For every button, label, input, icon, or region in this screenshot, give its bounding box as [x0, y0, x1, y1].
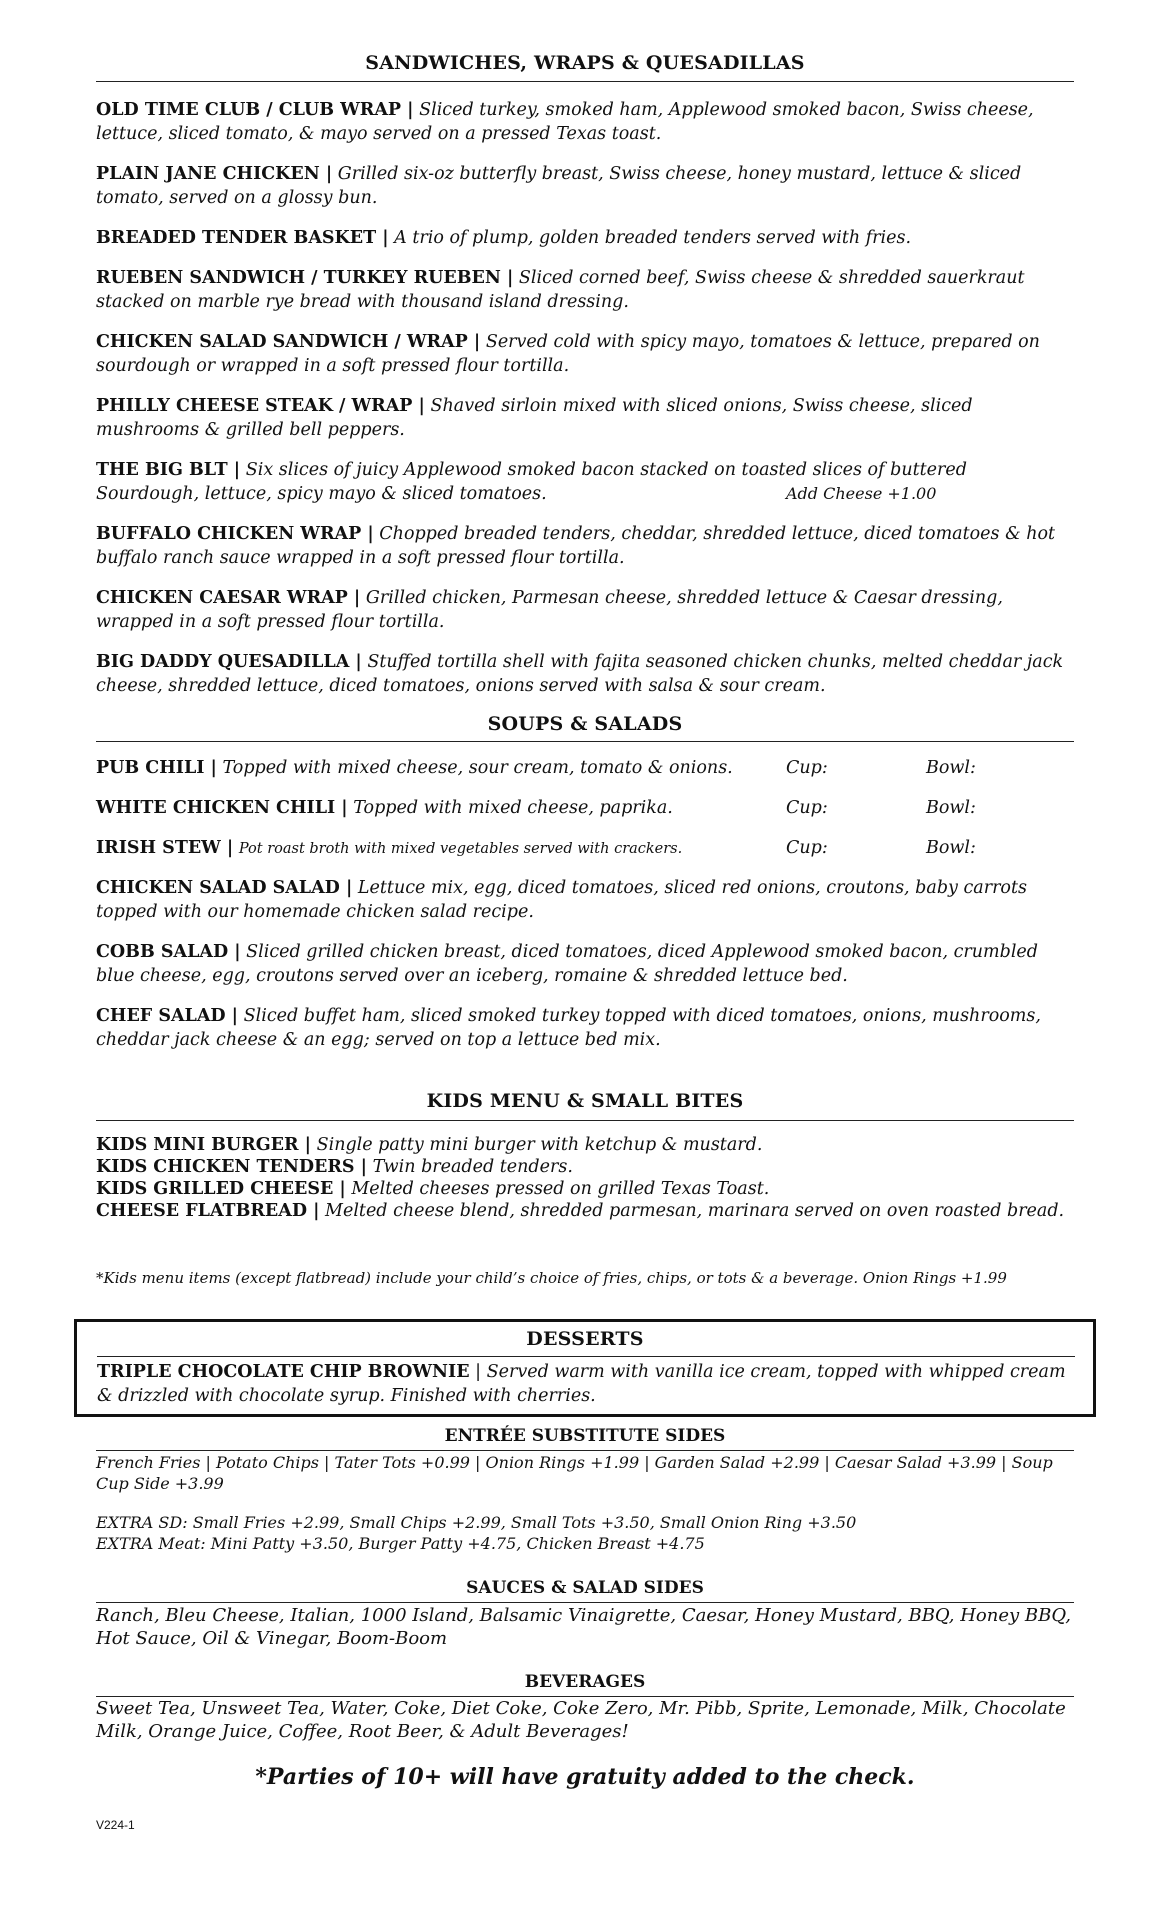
- extra-meat: EXTRA Meat: Mini Patty +3.50, Burger Patty +4.75, Chicken Breast +4.75: [96, 1534, 705, 1553]
- menu-item: [97, 1360, 1067, 1408]
- item-desc: Melted cheeses pressed on grilled Texas Toast.: [351, 1179, 770, 1199]
- add-cheese-note: Add Cheese +1.00: [786, 484, 937, 503]
- item-desc: Pot roast broth with mixed vegetables served with crackers.: [238, 841, 683, 857]
- cup-label: Cup:: [786, 798, 828, 818]
- item-desc: Topped with mixed cheese, paprika.: [353, 798, 673, 818]
- cup-label: Cup:: [786, 838, 828, 858]
- item-name: PUB CHILI |: [96, 758, 217, 778]
- item-desc: Grilled six-oz butterfly breast, Swiss cheese, honey mustard, lettuce & sliced tomato, served on a glossy bun.: [96, 164, 1022, 208]
- soups-title: SOUPS & SALADS: [487, 713, 683, 735]
- sides-title: ENTRÉE SUBSTITUTE SIDES: [444, 1426, 726, 1446]
- item-name: THE BIG BLT |: [96, 460, 241, 480]
- extra-sides: EXTRA SD: Small Fries +2.99, Small Chips +2.99, Small Tots +3.50, Small Onion Ring +3.50: [96, 1513, 857, 1532]
- sides-list: French Fries | Potato Chips | Tater Tots +0.99 | Onion Rings +1.99 | Garden Salad +2.99 | Caesar Salad +3.99 | Soup Cup Side +3.99: [96, 1453, 1053, 1493]
- item-name: CHICKEN SALAD SALAD |: [96, 878, 353, 898]
- item-separator: |: [475, 1362, 482, 1382]
- item-name: PLAIN JANE CHICKEN |: [96, 164, 333, 184]
- cup-label: Cup:: [786, 758, 828, 778]
- menu-item: [96, 394, 1074, 442]
- menu-item: [96, 1134, 1074, 1156]
- item-desc: Served cold with spicy mayo, tomatoes & lettuce, prepared on sourdough or wrapped in a soft pressed flour tortilla.: [96, 332, 1040, 376]
- menu-item: [96, 650, 1074, 698]
- item-desc: Twin breaded tenders.: [372, 1157, 573, 1177]
- item-desc: Served warm with vanilla ice cream, topped with whipped cream & drizzled with chocolate syrup. Finished with cherries.: [97, 1362, 1066, 1406]
- item-name: OLD TIME CLUB / CLUB WRAP |: [96, 100, 414, 120]
- kids-note: *Kids menu items (except flatbread) include your child’s choice of fries, chips, or tots & a beverage. Onion Rings +1.99: [96, 1269, 1007, 1287]
- bowl-label: Bowl:: [926, 798, 976, 818]
- item-desc: Six slices of juicy Applewood smoked bacon stacked on toasted slices of buttered Sourdough, lettuce, spicy mayo & sliced tomatoes.: [96, 460, 967, 504]
- item-desc: Sliced turkey, smoked ham, Applewood smoked bacon, Swiss cheese, lettuce, sliced tomato, & mayo served on a pressed Texas toast.: [96, 100, 1034, 144]
- menu-item: [96, 1156, 1074, 1178]
- item-desc: Sliced corned beef, Swiss cheese & shredded sauerkraut stacked on marble rye bread with thousand island dressing.: [96, 268, 1025, 312]
- soup-row: [96, 756, 1074, 780]
- sauces-divider: [96, 1602, 1074, 1603]
- menu-item: [96, 330, 1074, 378]
- bowl-label: Bowl:: [926, 758, 976, 778]
- item-name: CHICKEN SALAD SANDWICH / WRAP |: [96, 332, 481, 352]
- desserts-divider: [97, 1356, 1075, 1357]
- item-desc: A trio of plump, golden breaded tenders served with fries.: [394, 228, 912, 248]
- sauces-list: Ranch, Bleu Cheese, Italian, 1000 Island, Balsamic Vinaigrette, Caesar, Honey Mustard, BBQ, Honey BBQ, Hot Sauce, Oil & Vinegar, Boom-Boom: [96, 1605, 1071, 1649]
- kids-divider: [96, 1120, 1074, 1121]
- item-desc: Lettuce mix, egg, diced tomatoes, sliced red onions, croutons, baby carrots topped with our homemade chicken salad recipe.: [96, 878, 1027, 922]
- bowl-label: Bowl:: [926, 838, 976, 858]
- item-name: BIG DADDY QUESADILLA |: [96, 652, 362, 672]
- beverages-list: Sweet Tea, Unsweet Tea, Water, Coke, Diet Coke, Coke Zero, Mr. Pibb, Sprite, Lemonade, Milk, Chocolate Milk, Orange Juice, Coffee, Root Beer, & Adult Beverages!: [96, 1698, 1066, 1742]
- item-name: WHITE CHICKEN CHILI |: [96, 798, 348, 818]
- item-name: COBB SALAD |: [96, 942, 241, 962]
- soup-row: [96, 796, 1074, 820]
- sandwiches-title: SANDWICHES, WRAPS & QUESADILLAS: [365, 52, 805, 74]
- item-desc: Grilled chicken, Parmesan cheese, shredded lettuce & Caesar dressing, wrapped in a soft pressed flour tortilla.: [96, 588, 1003, 632]
- sides-divider: [96, 1450, 1074, 1451]
- sandwiches-divider: [96, 81, 1074, 82]
- version-code: V224-1: [96, 1818, 135, 1832]
- item-name: CHICKEN CAESAR WRAP |: [96, 588, 361, 608]
- menu-item: [96, 1178, 1074, 1200]
- menu-item: [96, 226, 1074, 250]
- menu-item: [96, 98, 1074, 146]
- item-name: KIDS GRILLED CHEESE |: [96, 1179, 346, 1199]
- item-desc: Topped with mixed cheese, sour cream, tomato & onions.: [222, 758, 733, 778]
- desserts-title: DESSERTS: [526, 1328, 644, 1350]
- gratuity-notice: *Parties of 10+ will have gratuity added to the check.: [255, 1764, 915, 1790]
- menu-item: [96, 940, 1074, 988]
- menu-item: [96, 522, 1074, 570]
- menu-item: [96, 1004, 1074, 1052]
- menu-item: [96, 586, 1074, 634]
- menu-item: [96, 1200, 1074, 1222]
- soups-divider: [96, 741, 1074, 742]
- item-desc: Stuffed tortilla shell with fajita seasoned chicken chunks, melted cheddar jack cheese, shredded lettuce, diced tomatoes, onions served with salsa & sour cream.: [96, 652, 1064, 696]
- menu-item: [96, 876, 1074, 924]
- soup-row: [96, 836, 1074, 861]
- beverages-title: BEVERAGES: [524, 1672, 646, 1692]
- item-name: CHEESE FLATBREAD |: [96, 1201, 320, 1221]
- item-desc: Shaved sirloin mixed with sliced onions, Swiss cheese, sliced mushrooms & grilled bell peppers.: [96, 396, 973, 440]
- item-desc: Sliced buffet ham, sliced smoked turkey topped with diced tomatoes, onions, mushrooms, cheddar jack cheese & an egg; served on top a lettuce bed mix.: [96, 1006, 1041, 1050]
- item-name: TRIPLE CHOCOLATE CHIP BROWNIE: [97, 1362, 470, 1382]
- sauces-title: SAUCES & SALAD SIDES: [466, 1578, 704, 1598]
- kids-list: [96, 1134, 1074, 1222]
- item-name: KIDS MINI BURGER |: [96, 1135, 312, 1155]
- kids-title: KIDS MENU & SMALL BITES: [426, 1090, 744, 1112]
- item-name: IRISH STEW |: [96, 838, 234, 858]
- desserts-box: [74, 1319, 1096, 1417]
- menu-item: [96, 162, 1074, 210]
- item-name: RUEBEN SANDWICH / TURKEY RUEBEN |: [96, 268, 514, 288]
- menu-item: [96, 266, 1074, 314]
- item-name: KIDS CHICKEN TENDERS |: [96, 1157, 368, 1177]
- item-desc: Chopped breaded tenders, cheddar, shredded lettuce, diced tomatoes & hot buffalo ranch sauce wrapped in a soft pressed flour tortilla.: [96, 524, 1056, 568]
- item-desc: Single patty mini burger with ketchup & mustard.: [316, 1135, 763, 1155]
- item-name: CHEF SALAD |: [96, 1006, 239, 1026]
- item-desc: Sliced grilled chicken breast, diced tomatoes, diced Applewood smoked bacon, crumbled blue cheese, egg, croutons served over an iceberg, romaine & shredded lettuce bed.: [96, 942, 1038, 986]
- item-name: BREADED TENDER BASKET |: [96, 228, 389, 248]
- item-name: PHILLY CHEESE STEAK / WRAP |: [96, 396, 425, 416]
- item-name: BUFFALO CHICKEN WRAP |: [96, 524, 374, 544]
- item-desc: Melted cheese blend, shredded parmesan, marinara served on oven roasted bread.: [325, 1201, 1065, 1221]
